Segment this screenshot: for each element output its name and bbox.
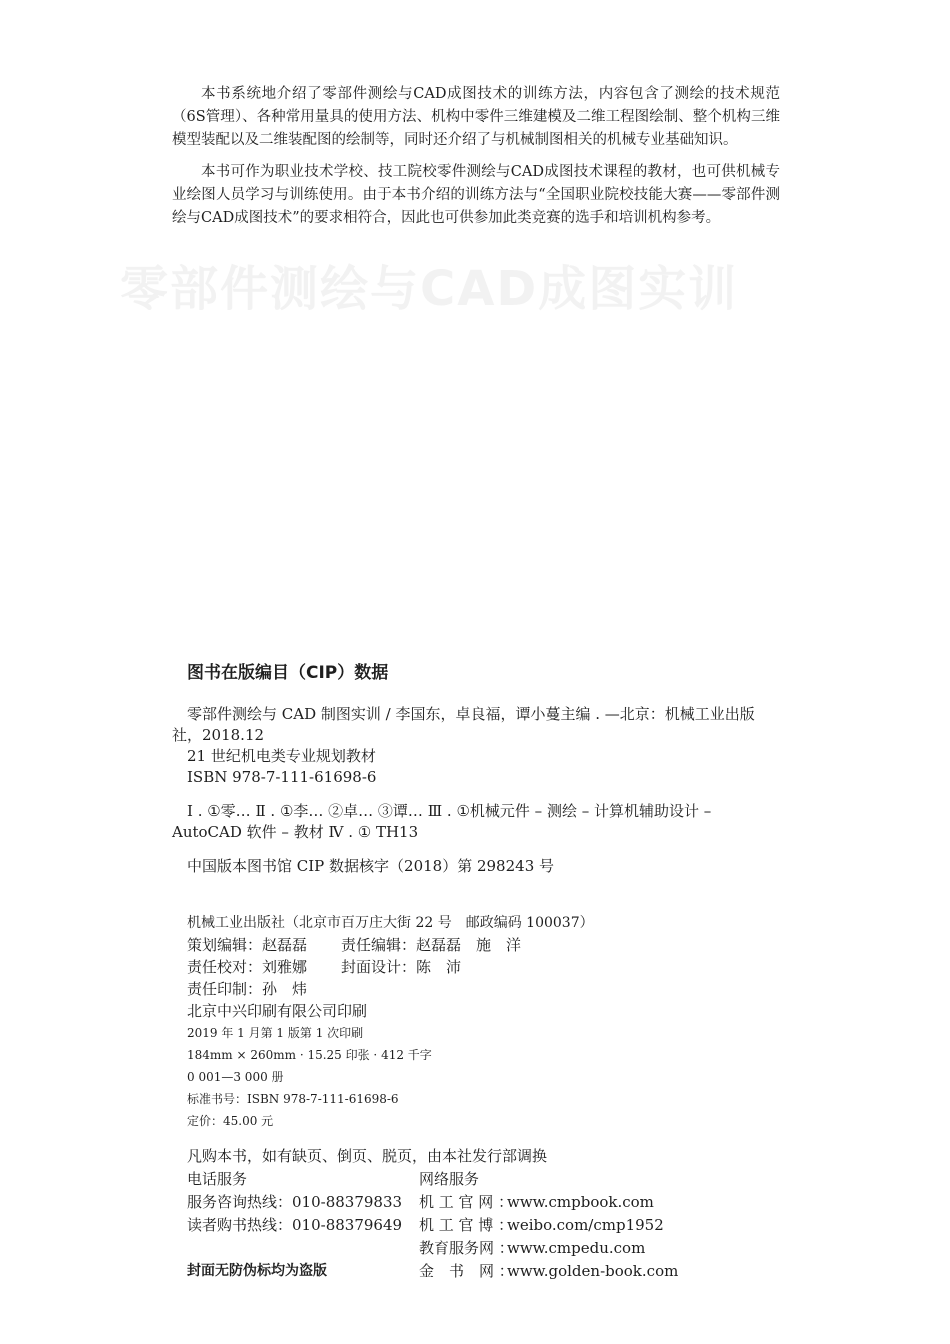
service-row-4 bbox=[187, 1260, 787, 1283]
price: 定价：45.00 元 bbox=[187, 1114, 274, 1128]
service-row-2 bbox=[187, 1214, 787, 1237]
phone-service-header: 电话服务 bbox=[187, 1170, 248, 1188]
purchase-hotline: 读者购书热线：010-88379649 bbox=[187, 1216, 403, 1234]
service-headers bbox=[187, 1168, 787, 1191]
web-service-header: 网络服务 bbox=[419, 1170, 480, 1188]
official-site-label: 机 工 官 网 ： bbox=[419, 1193, 514, 1211]
service-hotline: 服务咨询热线：010-88379833 bbox=[187, 1193, 403, 1211]
background-showthrough-text: 零部件测绘与CAD成图实训 bbox=[120, 261, 739, 317]
education-site-label: 教育服务网 ： bbox=[419, 1239, 514, 1257]
official-weibo-link[interactable]: weibo.com/cmp1952 bbox=[507, 1216, 664, 1234]
print-run: 0 001—3 000 册 bbox=[187, 1070, 284, 1084]
official-weibo-label: 机 工 官 博 ： bbox=[419, 1216, 514, 1234]
cip-heading: 图书在版编目（CIP）数据 bbox=[187, 663, 389, 683]
editors-row bbox=[187, 934, 747, 956]
format-info: 184mm × 260mm · 15.25 印张 · 412 千字 bbox=[187, 1048, 432, 1062]
edition-info: 2019 年 1 月第 1 版第 1 次印刷 bbox=[187, 1026, 364, 1040]
official-site-link[interactable]: www.cmpbook.com bbox=[507, 1193, 654, 1211]
service-row-3 bbox=[187, 1237, 787, 1260]
golden-book-label: 金 书 网 ： bbox=[419, 1262, 514, 1280]
cip-approval-number: 中国版本图书馆 CIP 数据核字（2018）第 298243 号 bbox=[187, 857, 555, 875]
print-supervisor: 责任印制：孙 炜 bbox=[187, 980, 308, 998]
golden-book-link[interactable]: www.golden-book.com bbox=[507, 1262, 679, 1280]
abstract-paragraph-2: 本书可作为职业技术学校、技工院校零件测绘与CAD成图技术课程的教材，也可供机械专业绘图人员学习与训练使用。由于本书介绍的训练方法与“全国职业院校技能大赛——零部件测绘与CAD成图技术”的要求相符合，因此也可供参加此类竞赛的选手和培训机构参考。 bbox=[172, 164, 780, 226]
replacement-notice: 凡购本书，如有缺页、倒页、脱页，由本社发行部调换 bbox=[187, 1147, 548, 1165]
cover-designer: 封面设计：陈 沛 bbox=[341, 958, 462, 976]
cip-subject-terms: Ⅰ . ①零… Ⅱ . ①李… ②卓… ③谭… Ⅲ . ①机械元件 – 测绘 – 计算机辅助设计 – AutoCAD 软件 – 教材 Ⅳ . ① TH13 bbox=[172, 802, 712, 841]
standard-book-number: 标准书号：ISBN 978-7-111-61698-6 bbox=[187, 1092, 399, 1106]
service-row-1 bbox=[187, 1191, 787, 1214]
proofreader: 责任校对：刘雅娜 bbox=[187, 958, 308, 976]
printer-name: 北京中兴印刷有限公司印刷 bbox=[187, 1002, 368, 1020]
cip-record bbox=[172, 704, 778, 877]
publisher-address: 机械工业出版社（北京市百万庄大街 22 号 邮政编码 100037） bbox=[187, 915, 594, 931]
abstract-paragraph-1: 本书系统地介绍了零部件测绘与CAD成图技术的训练方法，内容包含了测绘的技术规范（6S管理）、各种常用量具的使用方法、机构中零件三维建模及二维工程图绘制、整个机构三维模型装配以及二维装配图的绘制等，同时还介绍了与机械制图相关的机械专业基础知识。 bbox=[172, 86, 780, 148]
education-site-link[interactable]: www.cmpedu.com bbox=[507, 1239, 646, 1257]
service-info bbox=[187, 1145, 787, 1283]
cip-isbn: ISBN 978-7-111-61698-6 bbox=[187, 768, 377, 786]
imprint-block bbox=[187, 912, 747, 1132]
proof-design-row bbox=[187, 956, 747, 978]
cip-bibliographic-line: 零部件测绘与 CAD 制图实训 / 李国东，卓良福，谭小蔓主编 . —北京：机械工业出版社，2018.12 bbox=[172, 705, 755, 744]
planning-editor: 策划编辑：赵磊磊 bbox=[187, 936, 308, 954]
anti-counterfeit-notice: 封面无防伪标均为盗版 bbox=[187, 1263, 327, 1279]
book-abstract bbox=[172, 83, 780, 239]
cip-series: 21 世纪机电类专业规划教材 bbox=[187, 747, 376, 765]
responsible-editor: 责任编辑：赵磊磊 施 洋 bbox=[341, 936, 522, 954]
